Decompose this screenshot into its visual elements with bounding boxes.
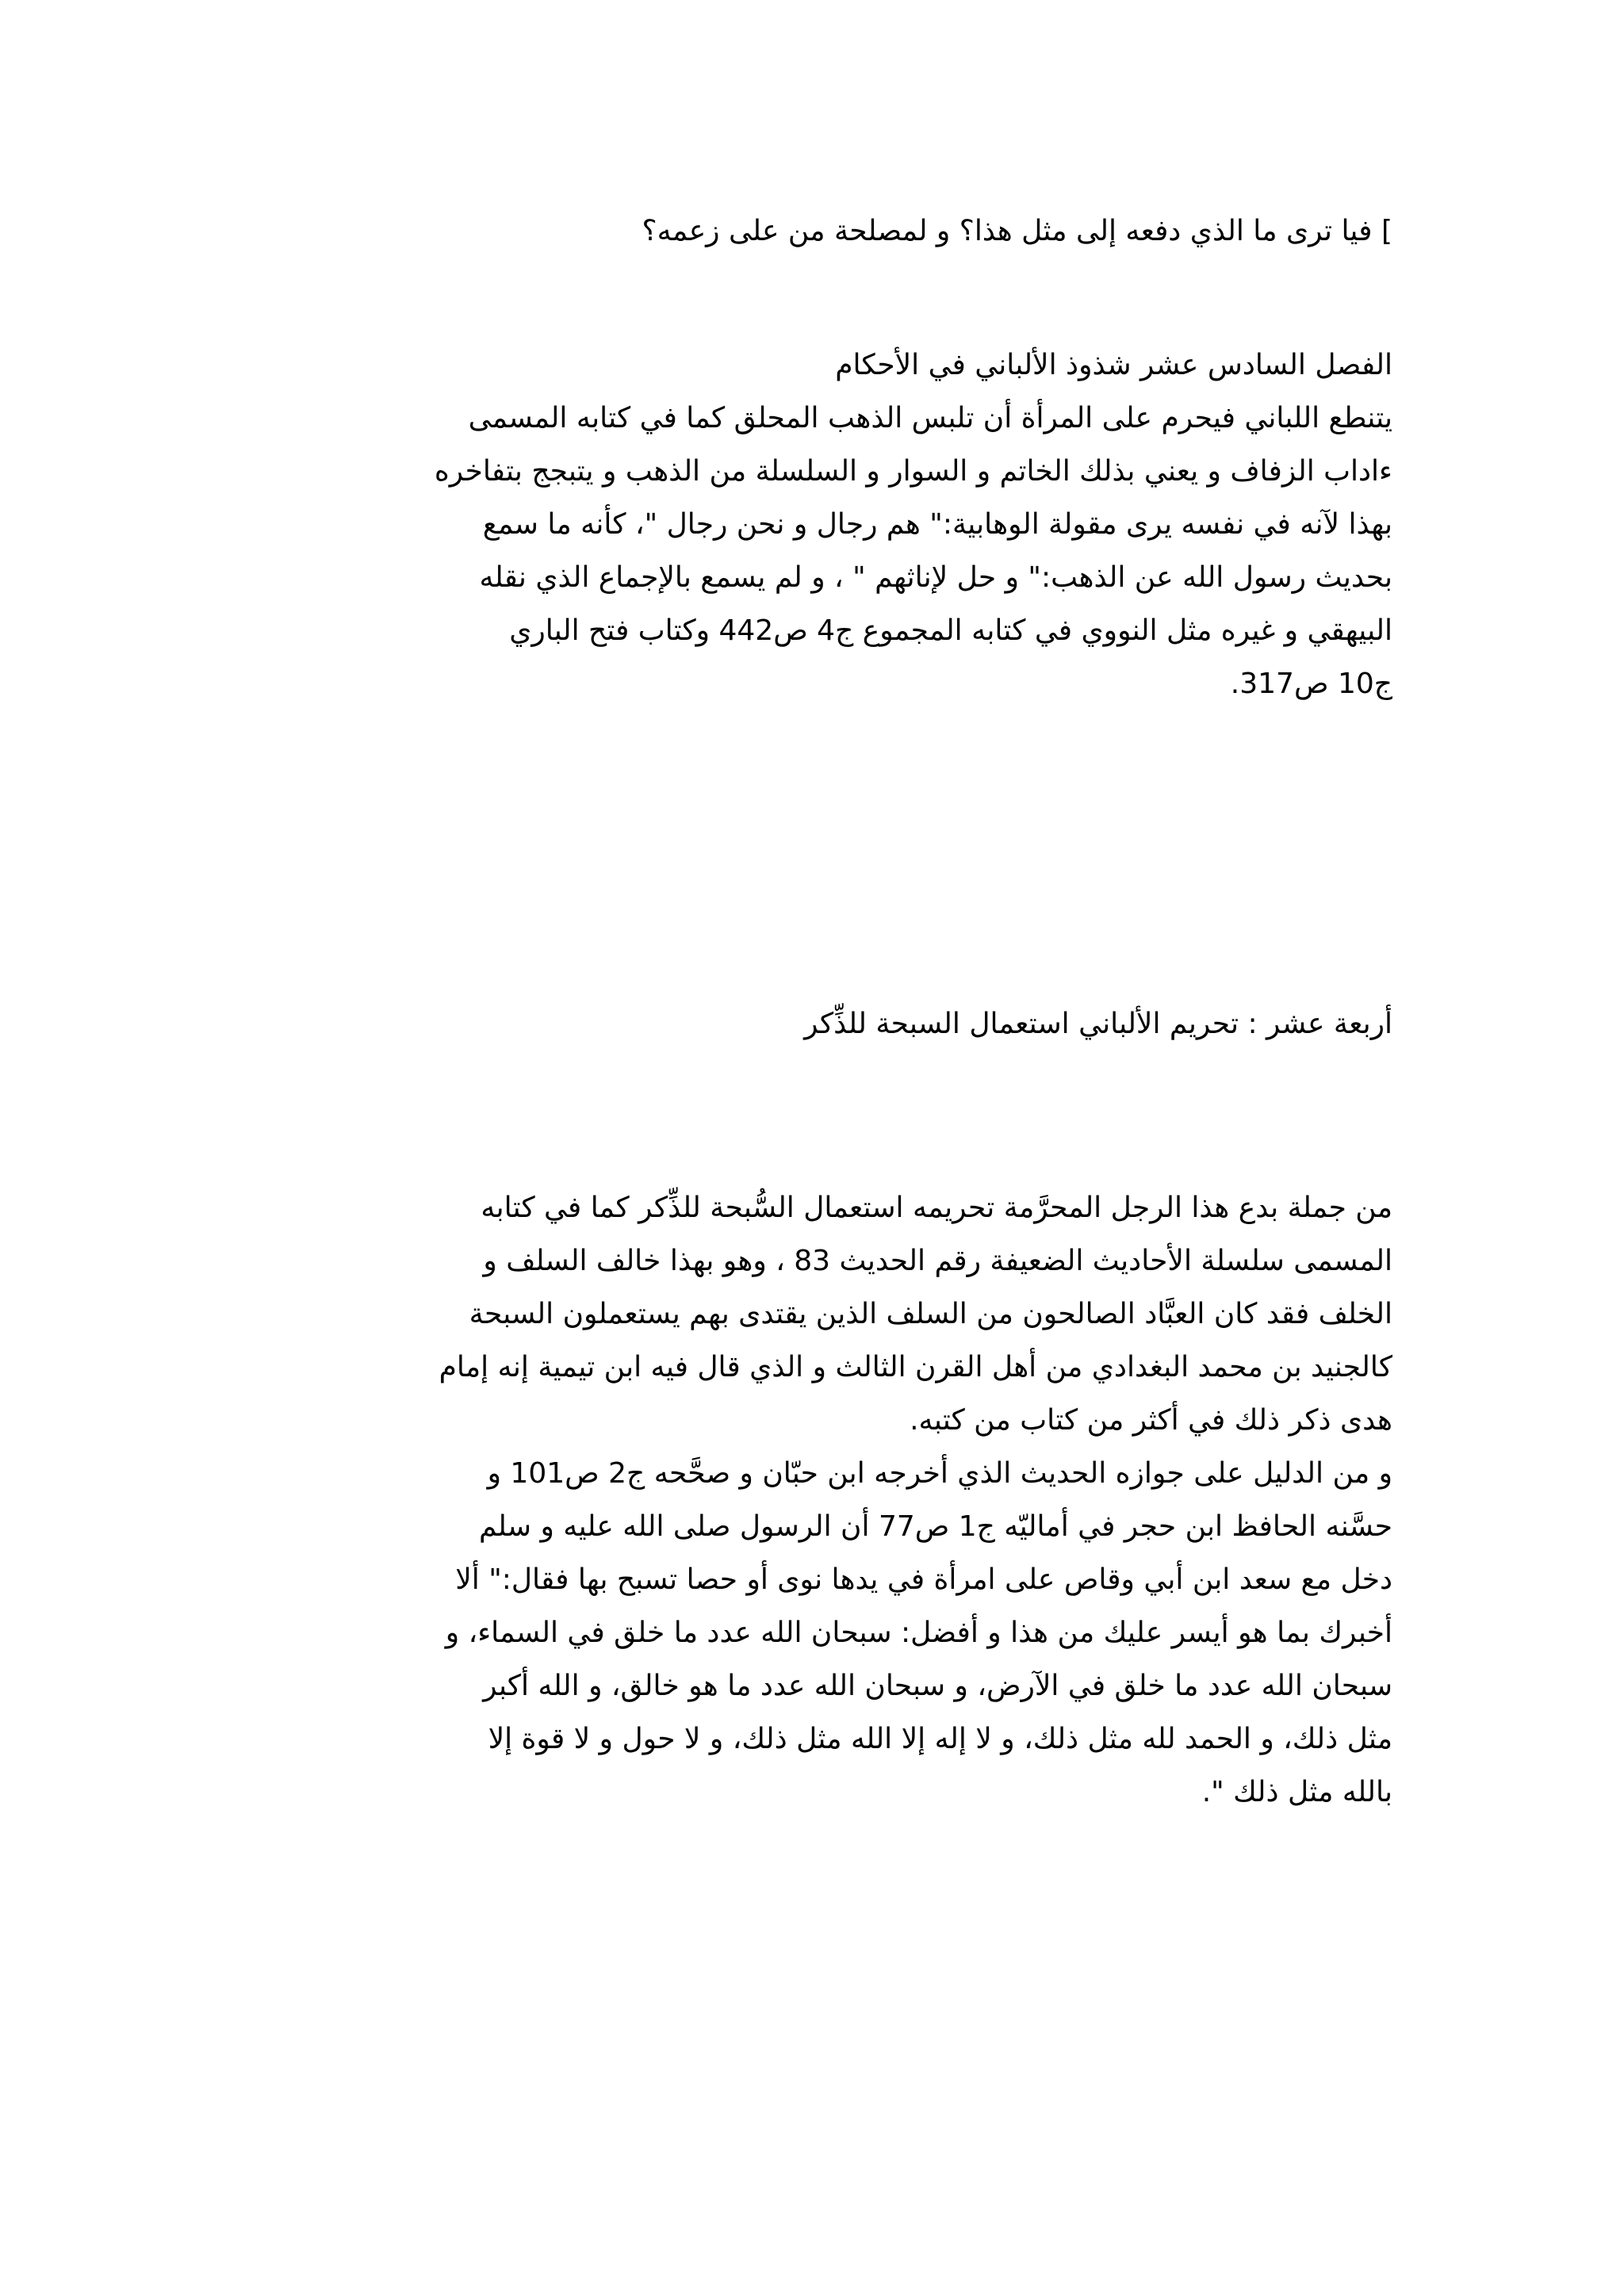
text-line: حسَّنه الحافظ ابن حجر في أماليّه ج1 ص77 أن الرسول صلى الله عليه و سلم <box>478 1510 1392 1543</box>
intro-question-block <box>203 205 1392 258</box>
text-line: من جملة بدع هذا الرجل المحرَّمة تحريمه استعمال السُّبحة للذِّكر كما في كتابه <box>481 1192 1392 1224</box>
text-line: بالله مثل ذلك ". <box>1201 1776 1392 1808</box>
text-line: و من الدليل على جوازه الحديث الذي أخرجه ابن حبّان و صحَّحه ج2 ص101 و <box>487 1457 1392 1490</box>
text-line: ] فيا ترى ما الذي دفعه إلى مثل هذا؟ و لمصلحة من على زعمه؟ <box>642 215 1392 247</box>
text-line: البيهقي و غيره مثل النووي في كتابه المجموع ج4 ص442 وكتاب فتح الباري <box>509 614 1392 647</box>
text-line: هدى ذكر ذلك في أكثر من كتاب من كتبه. <box>910 1404 1392 1437</box>
text-line: ءاداب الزفاف و يعني بذلك الخاتم و السوار و السلسلة من الذهب و يتبجج بتفاخره <box>434 455 1392 488</box>
section-heading-block <box>203 997 1392 1050</box>
text-line: الخلف فقد كان العبَّاد الصالحون من السلف الذين يقتدى بهم يستعملون السبحة <box>469 1298 1392 1330</box>
body-paragraphs <box>203 1181 1392 1819</box>
text-line: ج10 ص317. <box>1230 668 1392 700</box>
text-line: أخبرك بما هو أيسر عليك من هذا و أفضل: سبحان الله عدد ما خلق في السماء، و <box>445 1617 1392 1649</box>
text-line: سبحان الله عدد ما خلق في الآرض، و سبحان الله عدد ما هو خالق، و الله أكبر <box>483 1670 1392 1702</box>
text-line: يتنطع اللباني فيحرم على المرأة أن تلبس الذهب المحلق كما في كتابه المسمى <box>468 402 1392 434</box>
section-heading: أربعة عشر : تحريم الألباني استعمال السبحة للذِّكر <box>804 1008 1392 1040</box>
text-line: المسمى سلسلة الأحاديث الضعيفة رقم الحديث 83 ، وهو بهذا خالف السلف و <box>483 1245 1392 1277</box>
chapter-title: الفصل السادس عشر شذوذ الألباني في الأحكام <box>835 349 1392 381</box>
text-line: بهذا لآنه في نفسه يرى مقولة الوهابية:" هم رجال و نحن رجال "، كأنه ما سمع <box>482 508 1392 541</box>
text-line: مثل ذلك، و الحمد لله مثل ذلك، و لا إله إلا الله مثل ذلك، و لا حول و لا قوة إلا <box>488 1723 1392 1755</box>
text-line: دخل مع سعد ابن أبي وقاص على امرأة في يدها نوى أو حصا تسبح بها فقال:" ألا <box>455 1563 1392 1596</box>
text-line: كالجنيد بن محمد البغدادي من أهل القرن الثالث و الذي قال فيه ابن تيمية إنه إمام <box>439 1351 1392 1383</box>
text-line: بحديث رسول الله عن الذهب:" و حل لإناثهم " ، و لم يسمع بالإجماع الذي نقله <box>479 561 1392 594</box>
chapter-section <box>203 339 1392 710</box>
